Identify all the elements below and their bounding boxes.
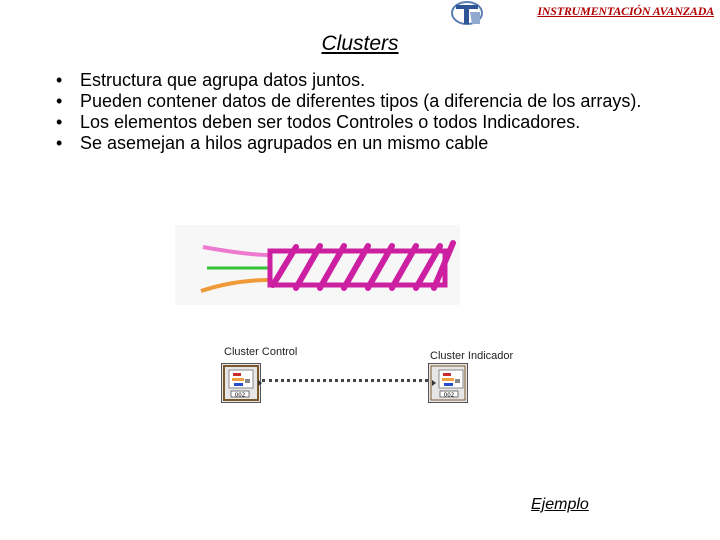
cluster-control-label: Cluster Control	[224, 346, 298, 358]
bullet-item	[50, 70, 670, 91]
bullet-icon: •	[56, 91, 63, 111]
bullet-list	[50, 70, 670, 154]
cluster-wire	[262, 379, 428, 382]
bullet-icon: •	[56, 133, 63, 153]
bullet-item	[50, 133, 670, 154]
bullet-item	[50, 112, 670, 133]
bullet-text: Estructura que agrupa datos juntos.	[80, 70, 366, 90]
bullet-text: Se asemejan a hilos agrupados en un mismo cable	[80, 133, 489, 153]
cluster-indicator-icon[interactable]	[428, 363, 470, 403]
bullet-text: Los elementos deben ser todos Controles o todos Indicadores.	[80, 112, 581, 132]
university-logo-icon	[450, 0, 484, 26]
wire-bundle-illustration	[175, 225, 460, 305]
bullet-icon: •	[56, 112, 63, 132]
header-title: INSTRUMENTACIÓN AVANZADA	[537, 4, 714, 18]
bullet-item	[50, 91, 670, 112]
bullet-text: Pueden contener datos de diferentes tipos (a diferencia de los arrays).	[80, 91, 642, 111]
cluster-control-icon[interactable]	[221, 363, 263, 403]
bullet-icon: •	[56, 70, 63, 90]
cluster-indicator-label: Cluster Indicador	[430, 350, 514, 362]
svg-text:002: 002	[443, 392, 455, 399]
example-link[interactable]: Ejemplo	[531, 496, 589, 513]
slide-title: Clusters	[321, 32, 399, 55]
svg-text:002: 002	[234, 392, 246, 399]
